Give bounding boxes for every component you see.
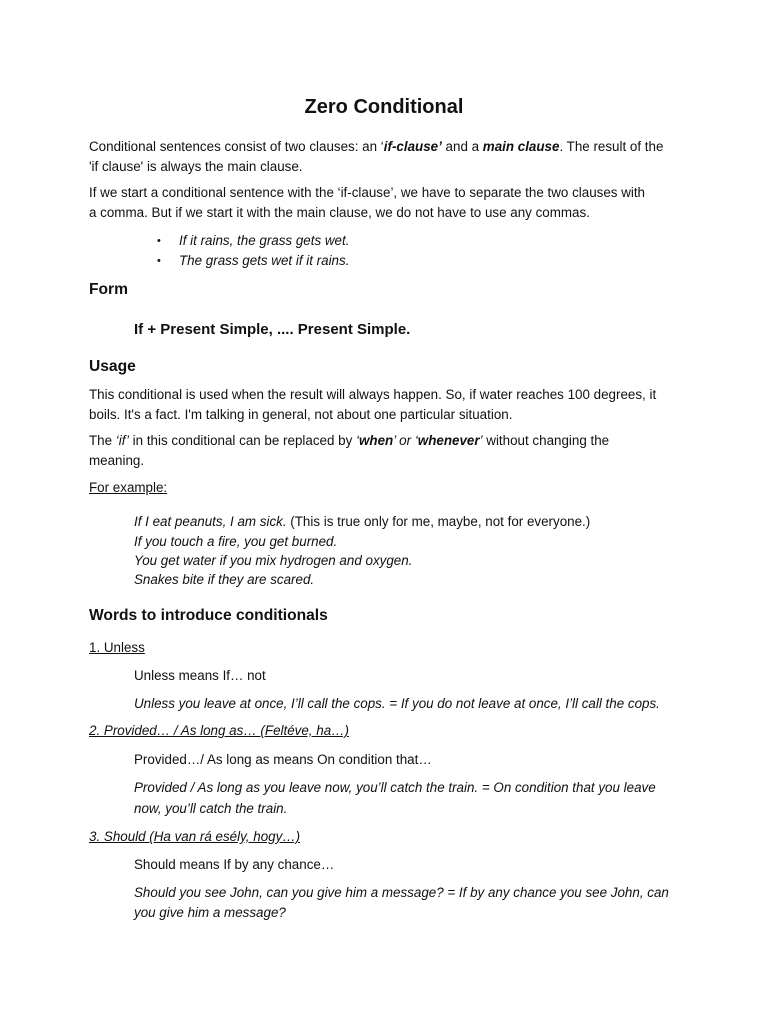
if-term: ‘if’ xyxy=(115,433,129,448)
provided-example-line-2: now, you’ll catch the train. xyxy=(134,801,288,816)
should-example-line-2: you give him a message? xyxy=(134,905,286,920)
example-line-2: If you touch a fire, you get burned. xyxy=(134,534,338,549)
unless-meaning: Unless means If… not xyxy=(134,668,266,683)
unless-example-sentence: Unless you leave at once, I’ll call the cops. xyxy=(134,696,386,711)
intro-paragraph-2-line-1: If we start a conditional sentence with the ‘if-clause’, we have to separate the two clauses with xyxy=(89,185,646,200)
usage-paragraph-2-line-2: meaning. xyxy=(89,453,145,468)
usage-text: without changing the xyxy=(482,433,610,448)
provided-label: 2. Provided… / As long as… (Feltéve, ha…) xyxy=(89,723,349,738)
unless-example-paraphrase: = If you do not leave at once, I’ll call the cops. xyxy=(385,696,660,711)
usage-paragraph-1-line-2: boils. It's a fact. I'm talking in general, not about one particular situation. xyxy=(89,407,513,422)
bullet-item: If it rains, the grass gets wet. xyxy=(179,233,350,248)
intro-paragraph-1-line-1 xyxy=(89,137,663,157)
intro-paragraph-2-line-2: a comma. But if we start it with the main clause, we do not have to use any commas. xyxy=(89,205,590,220)
intro-text: and a xyxy=(441,139,483,154)
example-line-3: You get water if you mix hydrogen and oxygen. xyxy=(134,553,413,568)
bullet-icon: • xyxy=(157,235,161,247)
quote-mark: ‘ xyxy=(414,433,418,448)
bullet-item: The grass gets wet if it rains. xyxy=(179,253,350,268)
usage-text: in this conditional can be replaced by xyxy=(128,433,356,448)
example-sentence: If I eat peanuts, I am sick. xyxy=(134,514,287,529)
whenever-term: whenever xyxy=(417,433,480,448)
form-heading: Form xyxy=(89,281,128,298)
main-clause-term: main clause xyxy=(482,139,560,154)
should-label: 3. Should (Ha van rá esély, hogy…) xyxy=(89,829,301,844)
words-heading: Words to introduce conditionals xyxy=(89,607,328,624)
when-term: when xyxy=(358,433,394,448)
if-clause-term: if-clause’ xyxy=(383,139,442,154)
should-example-paraphrase: = If by any chance you see John, can xyxy=(443,885,669,900)
page-title: Zero Conditional xyxy=(304,96,464,118)
usage-heading: Usage xyxy=(89,358,136,375)
intro-text: Conditional sentences consist of two clauses: an ‘ xyxy=(89,139,384,154)
provided-example-paraphrase: = On condition that you leave xyxy=(478,780,656,795)
example-note: (This is true only for me, maybe, not for everyone.) xyxy=(286,514,591,529)
example-label: For example: xyxy=(89,480,168,495)
should-example-line-1 xyxy=(134,883,669,903)
quote-mark: ’ xyxy=(479,433,483,448)
usage-paragraph-1-line-1: This conditional is used when the result will always happen. So, if water reaches 100 degrees, it xyxy=(89,387,657,402)
unless-label: 1. Unless xyxy=(89,640,145,655)
intro-text: . The result of the xyxy=(559,139,664,154)
usage-paragraph-2-line-1 xyxy=(89,431,609,451)
usage-text: ’ or xyxy=(393,433,415,448)
provided-example-line-1 xyxy=(134,778,656,798)
quote-mark: ‘ xyxy=(356,433,359,448)
form-formula: If + Present Simple, .... Present Simple. xyxy=(134,321,411,338)
example-line-4: Snakes bite if they are scared. xyxy=(134,572,315,587)
should-meaning: Should means If by any chance… xyxy=(134,857,335,872)
provided-meaning: Provided…/ As long as means On condition that… xyxy=(134,752,432,767)
unless-example xyxy=(134,694,660,714)
intro-paragraph-1-line-2: 'if clause' is always the main clause. xyxy=(89,159,303,174)
bullet-icon: • xyxy=(157,255,161,267)
provided-example-sentence: Provided / As long as you leave now, you’ll catch the train. xyxy=(134,780,479,795)
example-line-1 xyxy=(134,512,590,532)
should-example-sentence: Should you see John, can you give him a message? xyxy=(134,885,444,900)
usage-text: The xyxy=(89,433,116,448)
